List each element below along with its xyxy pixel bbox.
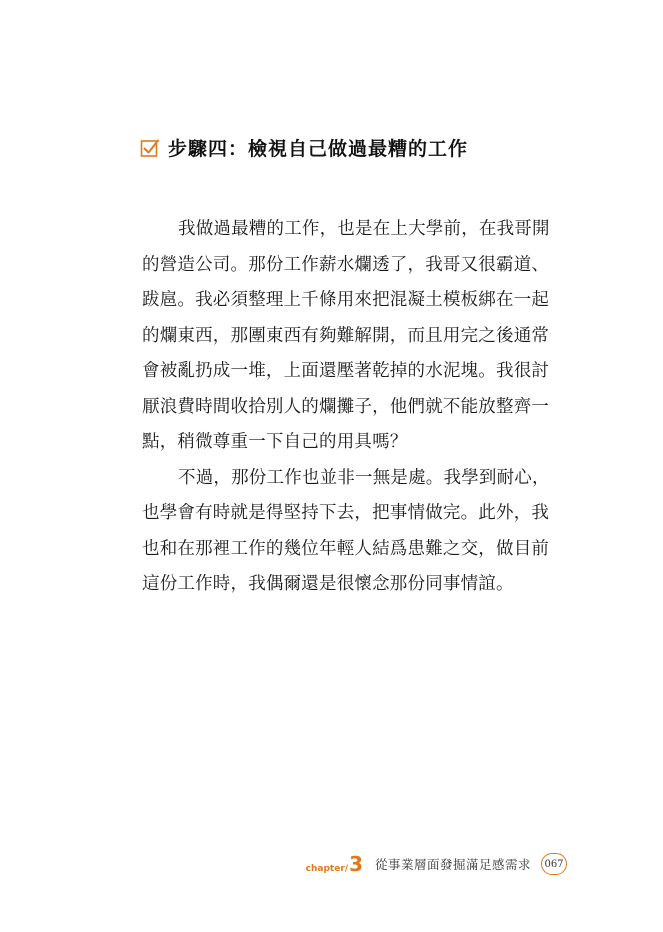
section-title: 步驟四：檢視自己做過最糟的工作 bbox=[168, 138, 469, 160]
text-line: 跋扈。我必須整理上千條用來把混凝土模板綁在一起 bbox=[142, 290, 550, 310]
text-line: 的爛東西，那團東西有夠難解開，而且用完之後通常 bbox=[142, 325, 550, 346]
page-footer bbox=[306, 852, 567, 876]
text-line: 也學會有時就是得堅持下去，把事情做完。此外，我 bbox=[142, 503, 550, 523]
body-text bbox=[142, 212, 562, 603]
text-line: 會被亂扔成一堆，上面還壓著乾掉的水泥塊。我很討 bbox=[142, 361, 550, 381]
text-line: 這份工作時，我偶爾還是很懷念那份同事情誼。 bbox=[142, 574, 514, 594]
paragraph-2 bbox=[142, 461, 562, 603]
text-line: 我做過最糟的工作，也是在上大學前，在我哥開 bbox=[178, 219, 550, 239]
text-line: 厭浪費時間收拾別人的爛攤子，他們就不能放整齊一 bbox=[142, 396, 550, 417]
page-number: 067 bbox=[541, 853, 567, 875]
chapter-label bbox=[306, 852, 369, 876]
chapter-title: 從事業層面發掘滿足感需求 bbox=[374, 857, 531, 872]
paragraph-1 bbox=[142, 212, 562, 461]
chapter-label-text: chapter/ bbox=[305, 864, 349, 874]
text-line: 點，稍微尊重一下自己的用具嗎？ bbox=[142, 432, 408, 452]
text-line: 不過，那份工作也並非一無是處。我學到耐心， bbox=[178, 467, 550, 488]
text-line: 也和在那裡工作的幾位年輕人結爲患難之交，做目前 bbox=[142, 538, 550, 559]
chapter-number: 3 bbox=[349, 852, 363, 876]
text-line: 的營造公司。那份工作薪水爛透了，我哥又很霸道、 bbox=[142, 254, 550, 275]
checkbox-icon bbox=[140, 138, 160, 158]
section-heading bbox=[140, 134, 468, 161]
